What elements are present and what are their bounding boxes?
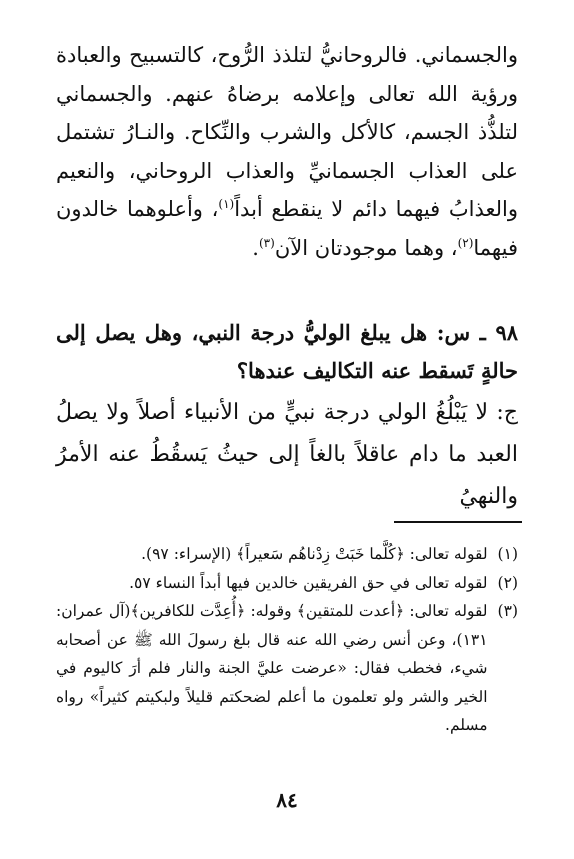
paragraph-segment-1: والجسماني. فالروحانيُّ لتلذذ الرُّوح، كالتسبيح والعبادة ورؤية الله تعالى وإعلامه برضاهُ عنهم. والجسماني لتلذُّذ الجسم، كالأكل والشرب والنِّكاح. والنـارُ تشتمل على العذاب الجسمانيِّ والعذاب الروحاني، والنعيم والعذابُ فيهما دائم لا ينقطع أبداً bbox=[56, 43, 518, 221]
footnote-1 bbox=[56, 540, 518, 569]
footnote-number: (٢) bbox=[497, 573, 518, 592]
footnote-text: لقوله تعالى: ﴿كُلَّما خَبَتْ زِدْناهُم سَعيراً﴾ (الإسراء: ٩٧). bbox=[141, 545, 488, 563]
page-number: ٨٤ bbox=[276, 788, 298, 812]
footnote-ref-3[interactable]: (٣) bbox=[258, 235, 275, 250]
footnote-text: لقوله تعالى: ﴿أعدت للمتقين﴾ وقوله: ﴿أُعِدَّت للكافرين﴾(آل عمران: ١٣١)، وعن أنس رضي الله عنه قال بلغ رسولَ الله ﷺ عن أصحابه شيء، فخطب فقال: «عرضت عليَّ الجنة والنار فلم أرَ كاليوم في الخير والشر ولو تعلمون ما أعلم لضحكتم قليلاً ولبكيتم كثيراً» رواه مسلم. bbox=[56, 602, 488, 734]
paragraph-text bbox=[56, 36, 518, 267]
footnote-2 bbox=[56, 569, 518, 598]
footnote-number: (١) bbox=[497, 545, 518, 563]
footnote-3 bbox=[56, 597, 518, 740]
footnote-ref-1[interactable]: (١) bbox=[218, 197, 235, 211]
body-paragraph bbox=[56, 36, 518, 267]
footnote-ref-2[interactable]: (٢) bbox=[457, 235, 474, 250]
footnote-divider bbox=[394, 521, 522, 523]
paragraph-segment-2: ، وأعلوهما خالدون فيهما bbox=[56, 197, 518, 260]
answer-paragraph: ج: لا يَبْلُغُ الولي درجة نبيٍّ من الأنبياء أصلاً ولا يصلُ العبد ما دام عاقلاً بالغاً إلى حيثُ يَسقُطُ عنه الأمرُ والنهيُ bbox=[56, 400, 518, 509]
footnotes bbox=[56, 540, 518, 740]
footnote-text: لقوله تعالى في حق الفريقين خالدين فيها أبداً النساء ٥٧. bbox=[129, 573, 488, 592]
paragraph-segment-4: . bbox=[252, 235, 259, 260]
paragraph-segment-3: ، وهما موجودتان الآن bbox=[274, 235, 458, 260]
question-heading: ٩٨ ـ س: هل يبلغ الوليُّ درجة النبي، وهل يصل إلى حالةٍ تَسقط عنه التكاليف عندها؟ bbox=[56, 320, 518, 383]
footnote-number: (٣) bbox=[497, 602, 518, 620]
